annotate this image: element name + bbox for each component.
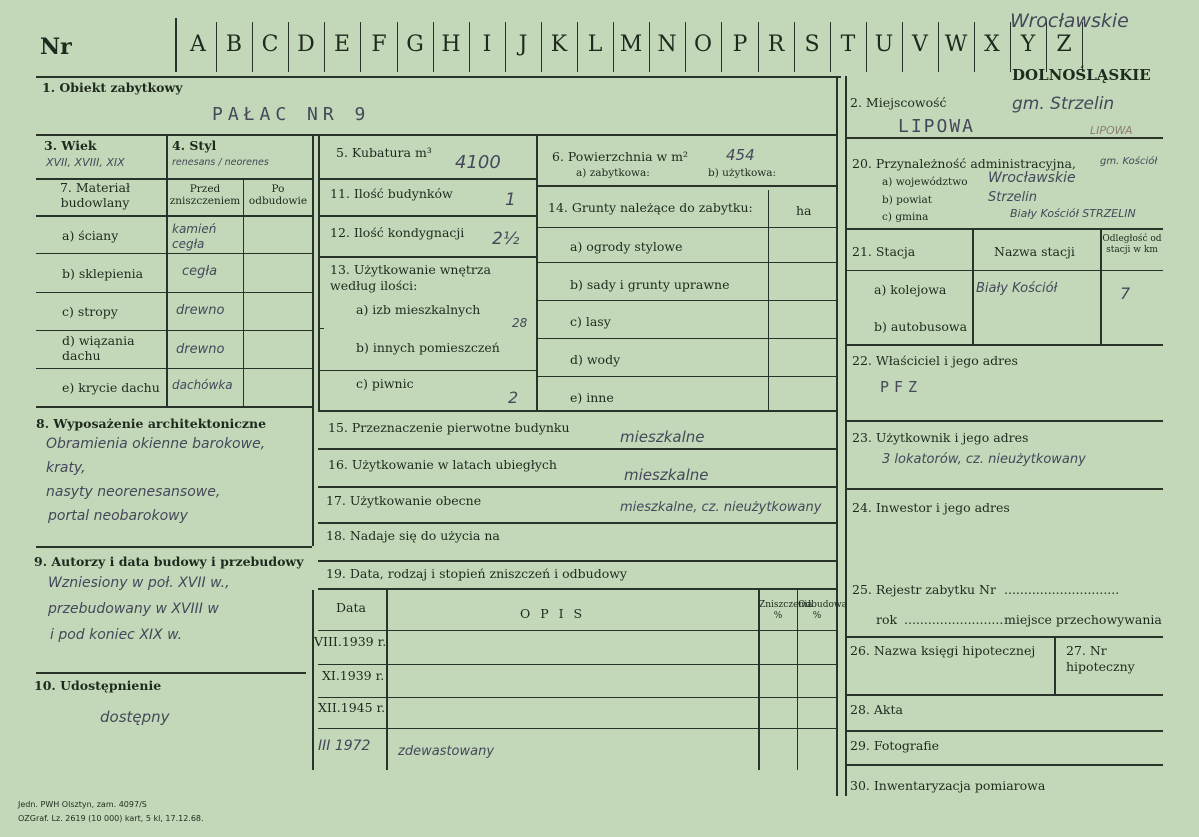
przynaleznosc-note: gm. Kościół	[1100, 156, 1158, 167]
przynaleznosc-woj-value: Wrocławskie	[988, 170, 1076, 186]
letter-index-cell: Z	[1056, 32, 1072, 57]
letter-index-cell: M	[619, 32, 643, 57]
zniszczenia-row-opis: zdewastowany	[398, 744, 495, 759]
material-col2	[246, 183, 310, 207]
letter-index-cell: X	[984, 32, 1000, 57]
footer-line2: OZGraf. Lz. 2619 (10 000) kart, 5 kl, 17.12.68.	[18, 814, 204, 823]
rejestr-label: 25. Rejestr zabytku Nr	[852, 582, 996, 597]
wyposazenie-line: Obramienia okienne barokowe,	[46, 436, 266, 452]
header-divider	[175, 18, 177, 72]
material-row-value: dachówka	[172, 378, 233, 392]
stacja-kol-name: Biały Kościół	[976, 281, 1058, 296]
uzytkowanie-wn-label-text: 13. Użytkowanie wnętrza według ilości:	[330, 262, 491, 293]
letter-index-cell: J	[518, 32, 528, 57]
uzytkownik-label: 23. Użytkownik i jego adres	[852, 430, 1029, 445]
powierzchnia-uzyt: b) użytkowa:	[708, 167, 777, 179]
rejestr-rok: rok	[876, 612, 898, 627]
obiekt-value: PAŁAC NR 9	[212, 104, 371, 125]
grunty-row: a) ogrody stylowe	[570, 239, 683, 254]
przeznaczenie-label: 15. Przeznaczenie pierwotne budynku	[328, 420, 570, 435]
uzyt-obecne-label: 17. Użytkowanie obecne	[326, 493, 482, 508]
autorzy-line: Wzniesiony w poł. XVII w.,	[48, 575, 230, 591]
letter-index-cell: S	[804, 32, 820, 57]
kondygnacje-label: 12. Ilość kondygnacji	[330, 225, 465, 240]
wiek-value: XVII, XVIII, XIX	[46, 156, 125, 169]
wlasciciel-value: PFZ	[880, 378, 923, 396]
material-row-value: drewno	[176, 342, 225, 357]
kondygnacje-value: 2½	[492, 229, 520, 249]
inwestor-label: 24. Inwestor i jego adres	[852, 500, 1010, 515]
letter-index-cell: B	[225, 32, 243, 57]
powierzchnia-value: 454	[726, 146, 755, 164]
material-row-label: e) krycie dachu	[62, 380, 160, 395]
letter-index-cell: H	[441, 32, 461, 57]
grunty-row: b) sady i grunty uprawne	[570, 277, 730, 292]
wiek-label: 3. Wiek	[44, 138, 97, 153]
letter-index-cell: F	[371, 32, 387, 57]
zniszczenia-row-date: III 1972	[318, 738, 371, 754]
hipoteka-label	[1066, 643, 1156, 675]
material-label	[40, 180, 150, 210]
wyposazenie-line: nasyty neorenesansowe,	[46, 484, 221, 500]
miejscowosc-extra: LIPOWA	[1090, 124, 1133, 137]
letter-index-cell: T	[840, 32, 856, 57]
stacja-nazwa: Nazwa stacji	[994, 244, 1075, 259]
przynaleznosc-gm-value: Biały Kościół STRZELIN	[1010, 207, 1136, 220]
uzyt-lata-label: 16. Użytkowanie w latach ubiegłych	[328, 457, 557, 472]
letter-index-cell: R	[767, 32, 785, 57]
zniszczenia-data-header: Data	[336, 600, 366, 615]
autorzy-line: i pod koniec XIX w.	[50, 627, 183, 643]
zniszczenia-row-date: XI.1939 r.	[322, 668, 385, 683]
przynaleznosc-pow-value: Strzelin	[988, 190, 1037, 205]
nr-label: Nr	[40, 34, 72, 60]
rejestr-dots: .............................	[1004, 582, 1120, 597]
uzytkowanie-inne: b) innych pomieszczeń	[356, 340, 500, 355]
kubatura-value: 4100	[455, 152, 501, 173]
udostepnienie-value: dostępny	[100, 708, 170, 726]
header-rule	[36, 76, 841, 78]
inwentaryzacja-label: 30. Inwentaryzacja pomiarowa	[850, 778, 1046, 793]
letter-index-cell: U	[874, 32, 894, 57]
footer-line1: Jedn. PWH Olsztyn, zam. 4097/S	[18, 800, 147, 809]
material-col1	[168, 183, 242, 207]
uzyt-lata-value: mieszkalne	[624, 466, 709, 484]
hw-voivodeship: Wrocławskie	[1010, 10, 1129, 32]
przynaleznosc-label: 20. Przynależność administracyjna,	[852, 156, 1076, 171]
grunty-row: c) lasy	[570, 314, 611, 329]
material-row-value: drewno	[176, 303, 225, 318]
zniszczenia-row-date: XII.1945 r.	[318, 700, 386, 715]
hipoteka-label-text: 27. Nr hipoteczny	[1066, 643, 1135, 674]
material-row-label-text: d) wiązania dachu	[62, 333, 135, 363]
letter-index-cell: G	[406, 32, 424, 57]
letter-index-cell: E	[333, 32, 351, 57]
grunty-row: d) wody	[570, 352, 621, 367]
region-label: DOLNOŚLĄSKIE	[1012, 66, 1151, 84]
material-row-value: cegła	[182, 264, 218, 279]
zniszczenia-row-date: VIII.1939 r.	[314, 634, 387, 649]
zniszczenia-opis-header: O P I S	[520, 606, 586, 621]
letter-index-cell: P	[732, 32, 748, 57]
ksiega-label: 26. Nazwa księgi hipotecznej	[850, 643, 1036, 658]
uzyt-obecne-value: mieszkalne, cz. nieużytkowany	[620, 500, 822, 515]
przynaleznosc-woj: a) województwo	[882, 176, 968, 188]
letter-index-cell: V	[912, 32, 928, 57]
uzytkowanie-izby-value: 28	[512, 316, 528, 330]
przeznaczenie-value: mieszkalne	[620, 428, 705, 446]
uzytkowanie-piwnic: c) piwnic	[356, 376, 414, 391]
letter-index-cell: C	[261, 32, 279, 57]
letter-index-cell: Y	[1020, 32, 1036, 57]
autorzy-line: przebudowany w XVIII w	[48, 601, 219, 617]
miejscowosc-value: LIPOWA	[898, 116, 976, 137]
uzytkownik-value: 3 lokatorów, cz. nieużytkowany	[882, 452, 1086, 467]
wyposazenie-line: portal neobarokowy	[48, 508, 188, 524]
rejestr-miejsce: miejsce przechowywania	[1004, 612, 1162, 627]
material-row-label	[62, 333, 162, 363]
zniszczenia-znis-header	[759, 600, 813, 622]
stacja-odl-text: Odległość od stacji w km	[1102, 234, 1162, 255]
fotografie-label: 29. Fotografie	[850, 738, 940, 753]
nadaje-label: 18. Nadaje się do użycia na	[326, 528, 500, 543]
powierzchnia-label: 6. Powierzchnia w m²	[552, 149, 689, 164]
stacja-auto: b) autobusowa	[874, 319, 968, 334]
przynaleznosc-pow: b) powiat	[882, 194, 933, 206]
grunty-label: 14. Grunty należące do zabytku:	[548, 200, 753, 215]
wyposazenie-label: 8. Wyposażenie architektoniczne	[36, 416, 267, 431]
miejscowosc-gmina: gm. Strzelin	[1012, 94, 1115, 114]
stacja-label: 21. Stacja	[852, 244, 916, 259]
material-col2-text: Po odbudowie	[248, 183, 308, 207]
material-label-text: 7. Materiał budowlany	[59, 180, 131, 210]
grunty-unit: ha	[796, 203, 812, 218]
letter-index-cell: W	[944, 32, 968, 57]
zniszczenia-odb-header-text: Odbudowa %	[798, 600, 847, 621]
autorzy-label: 9. Autorzy i data budowy i przebudowy	[34, 554, 304, 569]
stacja-kol-km: 7	[1120, 284, 1131, 303]
material-col1-text: Przed zniszczeniem	[169, 183, 241, 207]
stacja-odl	[1102, 234, 1162, 256]
styl-value: renesans / neorenes	[172, 157, 269, 168]
obiekt-label: 1. Obiekt zabytkowy	[42, 80, 183, 95]
przynaleznosc-gm: c) gmina	[882, 211, 929, 223]
letter-index-cell: I	[482, 32, 492, 57]
zniszczenia-znis-header-text: Zniszczenia %	[759, 600, 813, 621]
stacja-kol: a) kolejowa	[874, 282, 947, 297]
styl-label: 4. Styl	[172, 138, 217, 153]
uzytkowanie-wn-label	[330, 262, 530, 294]
letter-index-cell: O	[693, 32, 713, 57]
wlasciciel-label: 22. Właściciel i jego adres	[852, 353, 1018, 368]
grunty-row: e) inne	[570, 390, 614, 405]
material-row-label: c) stropy	[62, 304, 118, 319]
material-row-label: b) sklepienia	[62, 266, 144, 281]
zniszczenia-label: 19. Data, rodzaj i stopień zniszczeń i odbudowy	[326, 566, 627, 581]
powierzchnia-zab: a) zabytkowa:	[576, 167, 650, 179]
letter-index-cell: N	[657, 32, 677, 57]
uzytkowanie-piwnic-value: 2	[508, 388, 519, 407]
budynki-value: 1	[505, 190, 516, 210]
material-row-value: kamień cegła	[172, 222, 217, 251]
uzytkowanie-izby: a) izb mieszkalnych	[356, 302, 481, 317]
akta-label: 28. Akta	[850, 702, 903, 717]
miejscowosc-label: 2. Miejscowość	[850, 95, 947, 110]
letter-index-cell: K	[550, 32, 568, 57]
udostepnienie-label: 10. Udostępnienie	[34, 678, 162, 693]
kubatura-label: 5. Kubatura m³	[336, 145, 432, 160]
budynki-label: 11. Ilość budynków	[330, 186, 453, 201]
wyposazenie-line: kraty,	[46, 460, 86, 476]
rejestr-rok-dots: .........................	[904, 612, 1004, 627]
letter-index-cell: A	[190, 32, 206, 57]
zniszczenia-odb-header	[798, 600, 847, 622]
material-row-label: a) ściany	[62, 228, 119, 243]
letter-index-cell: L	[587, 32, 603, 57]
letter-index-cell: D	[297, 32, 315, 57]
